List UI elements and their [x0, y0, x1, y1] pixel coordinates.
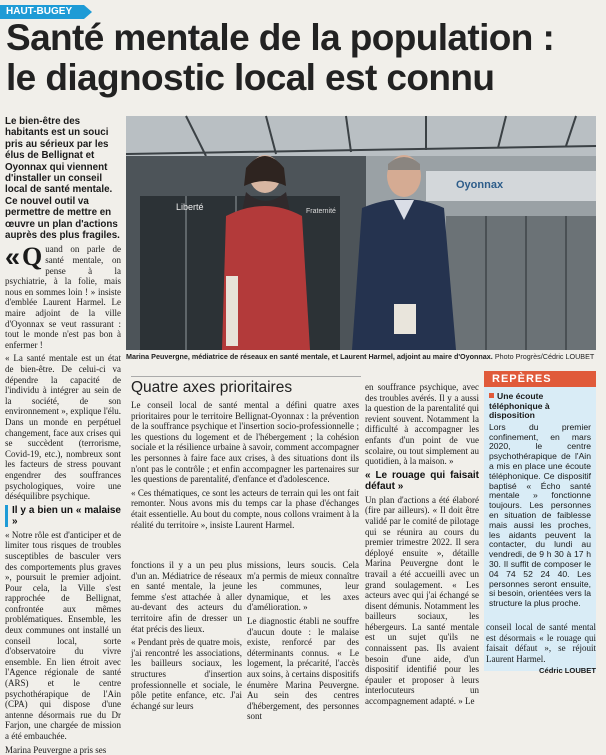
- photo-illustration: [126, 116, 596, 350]
- subheading: « Le rouage qui faisait défaut »: [365, 469, 479, 492]
- article-lead: Le bien-être des habitants est un souci pris au sérieux par les élus de Bellignat et Oyonnax qui viennent d'installer un conseil local de santé mentale. Ce nouvel outil va permettre de mettre en œuvre un plan d'actions auprès des plus fragiles.: [5, 116, 120, 242]
- bullet-square-icon: [489, 393, 494, 398]
- caption-text: Marina Peuvergne, médiatrice de réseaux en santé mentale, et Laurent Harmel, adjoint au maire d'Oyonnax.: [126, 352, 493, 361]
- photo-caption: [126, 352, 598, 361]
- headline-line-2: le diagnostic local est connu: [6, 57, 495, 98]
- article-column-5: [365, 382, 479, 707]
- article-photo: [126, 116, 596, 350]
- photo-credit: Photo Progrès/Cédric LOUBET: [494, 352, 595, 361]
- author-signature: Cédric LOUBET: [539, 666, 596, 676]
- sidebar-header: REPÈRES: [484, 371, 596, 387]
- headline-line-1: Santé mentale de la population :: [6, 17, 555, 58]
- drop-cap: Q: [22, 242, 43, 272]
- paragraph: Le diagnostic établi ne souffre d'aucun doute : le malaise existe, renforcé par des déterminants connus. « Le logement, la précarité, l'accès aux soins, à certains dispositifs énumère Marina Peuvergne. Au sein des centres d'hébergement, des personnes sont: [247, 615, 359, 722]
- article-column-3: [131, 560, 242, 711]
- section-kicker: HAUT-BUGEY: [0, 5, 84, 19]
- open-quote-mark: «: [5, 242, 21, 273]
- paragraph: « Pendant près de quatre mois, j'ai rencontré les associations, les bailleurs sociaux, les structures d'insertion professionnelle et sociale, le pôle petite enfance, etc. J'ai échangé sur leurs: [131, 637, 242, 711]
- paragraph: Un plan d'actions a été élaboré (fire par ailleurs). « Il doit être validé par le comité de pilotage qui se réunira au cours du premier trimestre 2022. Il sera déployé ensuite », détaille Marina Peuvergne dont le travail a été accueilli avec un grand soulagement. « Les acteurs avec qui j'ai échangé se disent démunis. Notamment les bailleurs sociaux, les hébergeurs. La santé mentale est un sujet qu'ils ne connaissent pas. Ils avaient besoin d'une aide, d'un dispositif identifié pour les épauler et proposer à leurs interlocuteurs un accompagnement adapté. » Le: [365, 494, 479, 707]
- article-column-2: [131, 400, 359, 560]
- paragraph: Le conseil local de santé mental a défini quatre axes prioritaires pour le territoire Bellignat-Oyonnax : la prévention de la souffrance psychique et l'insertion socio-professionnelle ; les questions du logement et de l'hébergement ; la cohésion sociale et la résilience urbaine à savoir, comment accompagner les personnes à faire face aux crises, à des situations dont ils n'ont pas le contrôle ; et enfin accompagner les partenaires sur les questions de parentalité, d'enfance et d'adolescence.: [131, 400, 359, 485]
- paragraph: en souffrance psychique, avec des troubles avérés. Il y a aussi la question de la parentalité qui revient souvent. Notamment la difficulté à accompagner les enfants d'un point de vue scolaire, ou tout simplement au quotidien, à la maison. »: [365, 382, 479, 467]
- paragraph: missions, leurs soucis. Cela m'a permis de mieux connaître les communes, leur dynamique, et les axes d'amélioration. »: [247, 560, 359, 613]
- paragraph: conseil local de santé mental est désormais « le rouage qui faisait défaut », se réjouit Laurent Harmel.: [486, 622, 596, 664]
- paragraph: fonctions il y a un peu plus d'un an. Médiatrice de réseaux en santé mentale, la jeune femme s'est attachée à aller au-devant des acteurs du territoire afin de dresser un état précis des lieux.: [131, 560, 242, 634]
- sign-fraternite: Fraternité: [306, 208, 336, 215]
- subheading: Il y a bien un « malaise »: [5, 505, 121, 527]
- article-column-1: [5, 116, 121, 755]
- article-headline: [6, 18, 602, 98]
- article-column-4: [247, 560, 359, 722]
- sign-oyonnax: Oyonnax: [456, 179, 504, 191]
- paragraph: « Notre rôle est d'anticiper et de limiter tous risques de troubles susceptibles de basculer vers des comportements plus graves », poursuit le premier adjoint. Pour cela, la Ville s'est rapprochée de Bellignat, confrontée aux mêmes problématiques. Ensemble, les deux communes ont installé un conseil local, sorte d'observatoire du vivre ensemble. En lien étroit avec l'Agence régionale de santé (ARS) et le centre psychothérapique de l'Ain (CPA) qui dispose d'une antenne désormais rue du Dr Farjon, une chargée de mission a été embauchée.: [5, 529, 121, 741]
- sidebar-body: Lors du premier confinement, en mars 2020, le centre psychothérapique de l'Ain a mis en place une écoute téléphonique. Ce dispositif baptisé « Écho santé mentale » fonctionne toujours. Les personnes en situation de faiblesse mais aussi les proches, les aidants peuvent la contacter, du lundi au vendredi, de 9 h 30 à 17 h 30. Il suffit de composer le 04 74 52 24 40. Les personnes seront ensuite, si besoin, orientées vers la structure la plus proche.: [489, 421, 591, 609]
- section-heading: Quatre axes prioritaires: [131, 376, 361, 398]
- paragraph: « Q uand on parle de santé mentale, on pense à la psychiatrie, à la folie, mais nous en sommes loin ! » insiste d'emblée Laurent Harmel. Le maire adjoint de la ville d'Oyonnax se veut rassurant : tout le monde n'est pas bon à enfermer !: [5, 242, 121, 350]
- sign-liberte: Liberté: [176, 202, 204, 212]
- paragraph: « Ces thématiques, ce sont les acteurs de terrain qui les ont fait remonter. Nous avons mis du temps car la phase d'échanges était essentielle. Au bout du compte, nous collons vraiment à la réalité du territoire », insiste Laurent Harmel.: [131, 487, 359, 530]
- paragraph: Marina Peuvergne a pris ses: [5, 744, 107, 755]
- article-column-5-continuation: [486, 622, 596, 676]
- sidebar-title: Une écoute téléphonique à disposition: [489, 391, 550, 421]
- paragraph: « La santé mentale est un état de bien-être. De celui-ci va dépendre la capacité de l'individu à intégrer au sein de la société, de son environnement », explique l'élu. Dans un monde en perpétuel changement, face aux crises qui se succèdent (terrorisme, Covid-19, etc.), nombreux sont les facteurs de stress pouvant engendrer des souffrances psychologiques, voire une déséquilibre psychique.: [5, 353, 121, 502]
